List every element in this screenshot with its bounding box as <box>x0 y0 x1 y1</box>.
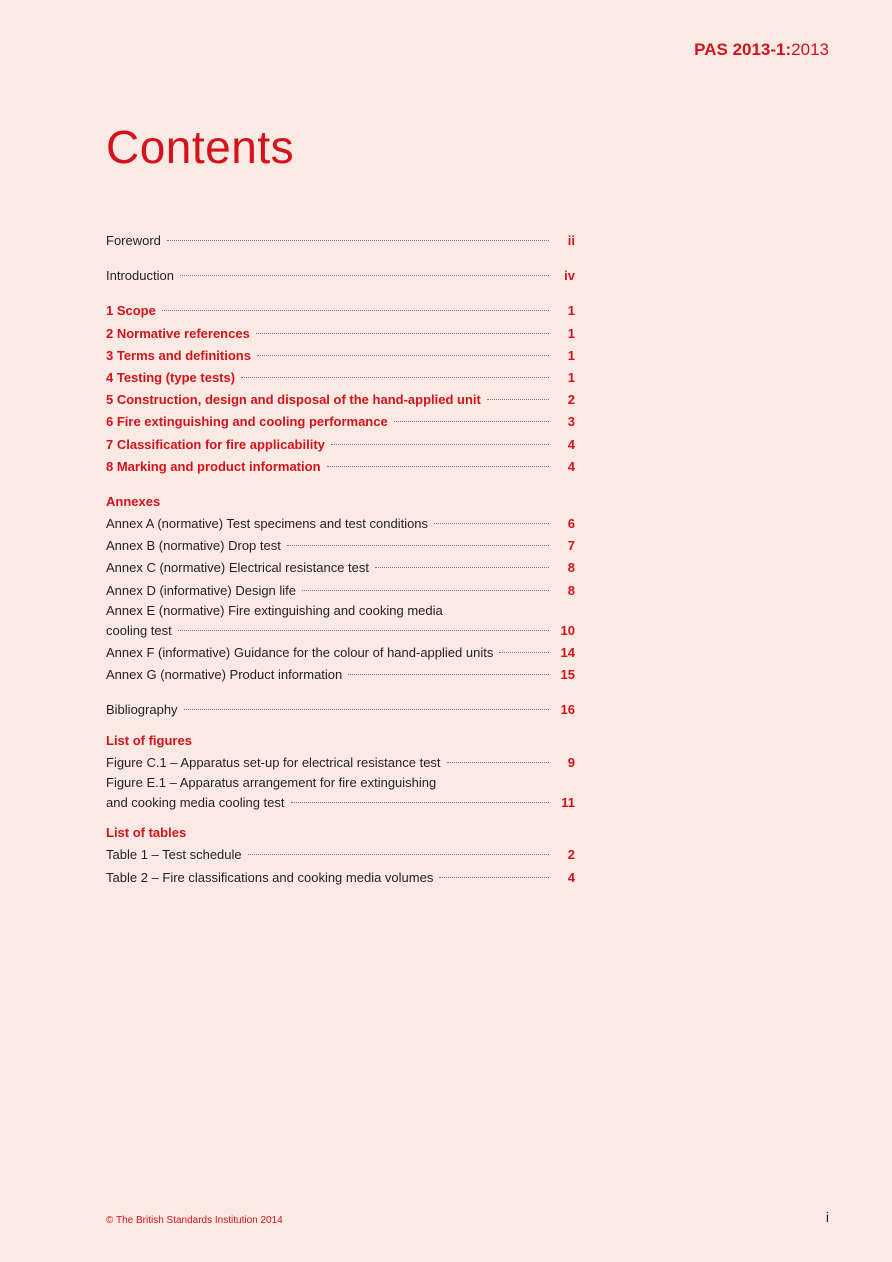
tables-heading: List of tables <box>106 825 187 841</box>
toc-entry-page: ii <box>567 233 575 248</box>
toc-entry-label: Introduction <box>106 268 174 284</box>
toc-entry-label: 5 Construction, design and disposal of the hand-applied unit <box>106 392 481 408</box>
dot-leader <box>394 421 549 422</box>
toc-entry-label: Annex B (normative) Drop test <box>106 538 281 554</box>
toc-entry-bibliography[interactable] <box>106 699 575 721</box>
toc-entry-table-2[interactable] <box>106 867 575 889</box>
toc-entry-label-line1: Figure E.1 – Apparatus arrangement for fire extinguishing <box>106 774 437 790</box>
toc-entry-label: 8 Marking and product information <box>106 458 321 474</box>
dot-leader <box>291 802 549 803</box>
dot-leader <box>184 709 549 710</box>
toc-entry-page: 1 <box>567 325 575 341</box>
toc-entry-page: 6 <box>567 516 575 532</box>
toc-entry-page: 8 <box>567 582 575 598</box>
toc-entry-label: Bibliography <box>106 702 178 718</box>
dot-leader <box>256 333 549 334</box>
toc-entry-label: 4 Testing (type tests) <box>106 369 236 385</box>
toc-entry-clause-8[interactable] <box>106 456 575 478</box>
toc-entry-label: Foreword <box>106 233 161 248</box>
dot-leader <box>447 762 549 763</box>
toc-entry-page: 4 <box>567 436 575 452</box>
dot-leader <box>348 674 549 675</box>
toc-entry-figure-c1[interactable] <box>106 752 575 774</box>
toc-entry-annex-b[interactable] <box>106 535 575 557</box>
toc-entry-page: 2 <box>567 392 575 408</box>
dot-leader <box>248 854 549 855</box>
toc-entry-page: 9 <box>567 754 575 770</box>
dot-leader <box>162 310 549 311</box>
toc-entry-annex-e[interactable] <box>106 602 575 642</box>
toc-entry-label: 6 Fire extinguishing and cooling performance <box>106 414 388 430</box>
toc-entry-figure-e1[interactable] <box>106 774 575 814</box>
toc-entry-label: 7 Classification for fire applicability <box>106 436 325 452</box>
toc-entry-page: 11 <box>561 794 575 810</box>
doc-id: PAS 2013-1: <box>694 40 792 59</box>
dot-leader <box>257 355 549 356</box>
toc-entry-label: 1 Scope <box>106 303 156 319</box>
toc-entry-annex-c[interactable] <box>106 557 575 579</box>
toc-entry-clause-3[interactable] <box>106 345 575 367</box>
toc-entry-label: Annex D (informative) Design life <box>106 582 297 598</box>
figures-heading: List of figures <box>106 732 192 748</box>
dot-leader <box>241 377 549 378</box>
dot-leader <box>331 444 549 445</box>
dot-leader <box>180 275 549 276</box>
dot-leader <box>167 240 549 241</box>
toc-entry-label: Table 1 – Test schedule <box>106 847 242 863</box>
toc-entry-page: 4 <box>567 458 575 474</box>
toc-entry-clause-2[interactable] <box>106 323 575 345</box>
dot-leader <box>302 590 549 591</box>
doc-year: 2013 <box>791 40 829 59</box>
toc-entry-annex-f[interactable] <box>106 642 575 664</box>
toc-entry-label: Annex F (informative) Guidance for the colour of hand-applied units <box>106 645 494 660</box>
toc-entry-annex-g[interactable] <box>106 664 575 686</box>
toc-entry-table-1[interactable] <box>106 844 575 866</box>
toc-entry-label-line2: and cooking media cooling test <box>106 794 285 810</box>
toc-entry-clause-7[interactable] <box>106 434 575 456</box>
toc-entry-label: Table 2 – Fire classifications and cooking media volumes <box>106 869 434 885</box>
toc-entry-page: 3 <box>567 414 575 430</box>
toc-entry-page: 1 <box>567 369 575 385</box>
toc-entry-label-line1: Annex E (normative) Fire extinguishing and cooking media <box>106 602 443 618</box>
dot-leader <box>287 545 549 546</box>
toc-entry-page: 14 <box>560 645 575 660</box>
running-header <box>694 40 829 60</box>
toc-entry-page: 7 <box>567 538 575 554</box>
annexes-heading: Annexes <box>106 493 161 509</box>
page-title: Contents <box>106 121 295 173</box>
table-of-contents <box>106 230 575 889</box>
toc-entry-clause-5[interactable] <box>106 389 575 411</box>
copyright-footer: © The British Standards Institution 2014 <box>106 1215 283 1226</box>
dot-leader <box>327 466 549 467</box>
toc-entry-foreword[interactable] <box>106 230 575 252</box>
toc-entry-page: 2 <box>567 847 575 863</box>
toc-entry-page: 10 <box>560 622 575 638</box>
toc-entry-page: 4 <box>567 869 575 885</box>
toc-entry-clause-1[interactable] <box>106 300 575 322</box>
toc-entry-label: Annex C (normative) Electrical resistance test <box>106 560 369 576</box>
toc-entry-label-line2: cooling test <box>106 622 172 638</box>
toc-entry-page: 15 <box>560 667 575 683</box>
toc-entry-page: 1 <box>567 303 575 319</box>
toc-entry-label: 3 Terms and definitions <box>106 347 251 363</box>
dot-leader <box>499 652 549 653</box>
dot-leader <box>178 630 549 631</box>
toc-entry-clause-4[interactable] <box>106 367 575 389</box>
toc-entry-introduction[interactable] <box>106 265 575 287</box>
toc-entry-page: 1 <box>567 347 575 363</box>
page-number: i <box>825 1209 829 1225</box>
toc-entry-clause-6[interactable] <box>106 411 575 433</box>
dot-leader <box>434 523 549 524</box>
toc-entry-page: 8 <box>567 560 575 576</box>
toc-entry-page: 16 <box>560 702 575 718</box>
toc-entry-label: Annex G (normative) Product information <box>106 667 343 683</box>
toc-entry-annex-d[interactable] <box>106 580 575 602</box>
toc-entry-label: Figure C.1 – Apparatus set-up for electrical resistance test <box>106 754 441 770</box>
dot-leader <box>487 399 549 400</box>
dot-leader <box>375 567 549 568</box>
dot-leader <box>439 877 549 878</box>
toc-entry-label: 2 Normative references <box>106 325 250 341</box>
toc-entry-annex-a[interactable] <box>106 513 575 535</box>
toc-entry-page: iv <box>564 268 575 284</box>
toc-entry-label: Annex A (normative) Test specimens and test conditions <box>106 516 429 532</box>
